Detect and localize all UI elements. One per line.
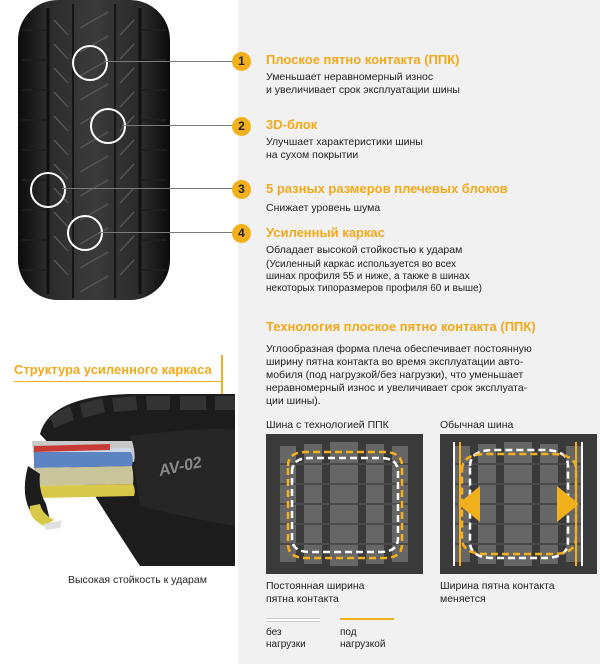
structure-title-underline (14, 381, 222, 382)
feature-description: Улучшает характеристики шины на сухом покрытии (266, 136, 423, 161)
legend-no-load-label: без нагрузки (266, 627, 306, 650)
legend-load-line (340, 618, 394, 620)
structure-caption: Высокая стойкость к ударам (68, 574, 207, 586)
sidewall-text: AV-02 (157, 454, 204, 480)
legend-load-label: под нагрузкой (340, 627, 386, 650)
tire-cross-section-illustration (10, 386, 235, 568)
feature-number-badge: 3 (232, 180, 251, 199)
footprint-ppk-image (266, 434, 423, 574)
leader-line-2 (122, 125, 234, 126)
feature-number-badge: 4 (232, 224, 251, 243)
feature-number-badge: 2 (232, 117, 251, 136)
technology-title: Технология плоское пятно контакта (ППК) (266, 319, 536, 334)
left-image-caption: Постоянная ширина пятна контакта (266, 580, 365, 605)
leader-line-3 (62, 188, 234, 189)
feature-description: Уменьшает неравномерный износ и увеличивает срок эксплуатации шины (266, 71, 460, 96)
feature-title: Плоское пятно контакта (ППК) (266, 52, 460, 67)
callout-circle-2 (90, 108, 126, 144)
right-image-caption: Ширина пятна контакта меняется (440, 580, 555, 605)
feature-number-badge: 1 (232, 52, 251, 71)
callout-circle-3 (30, 172, 66, 208)
feature-description: Снижает уровень шума (266, 202, 381, 214)
leader-line-1 (104, 61, 234, 62)
legend-no-load-line (266, 618, 320, 622)
left-image-label: Шина с технологией ППК (266, 419, 389, 431)
technology-description: Углообразная форма плеча обеспечивает постоянную ширину пятна контакта во время эксплуатации авто- мобиля (под нагрузкой/без нагрузки), что уменьшает неравномерный износ и увеличивает срок эксплуата- ции шины). (266, 343, 532, 407)
feature-note: (Усиленный каркас используется во всех шинах профиля 55 и ниже, а также в шинах некоторых типоразмеров профиля 60 и выше) (266, 259, 482, 294)
callout-circle-1 (72, 45, 108, 81)
feature-title: 5 разных размеров плечевых блоков (266, 181, 508, 196)
callout-circle-4 (67, 215, 103, 251)
leader-line-4 (99, 232, 234, 233)
footprint-regular-image (440, 434, 597, 574)
structure-title: Структура усиленного каркаса (14, 362, 212, 377)
feature-title: 3D-блок (266, 117, 318, 132)
feature-title: Усиленный каркас (266, 225, 385, 240)
feature-description: Обладает высокой стойкостью к ударам (266, 244, 463, 256)
right-image-label: Обычная шина (440, 419, 514, 431)
